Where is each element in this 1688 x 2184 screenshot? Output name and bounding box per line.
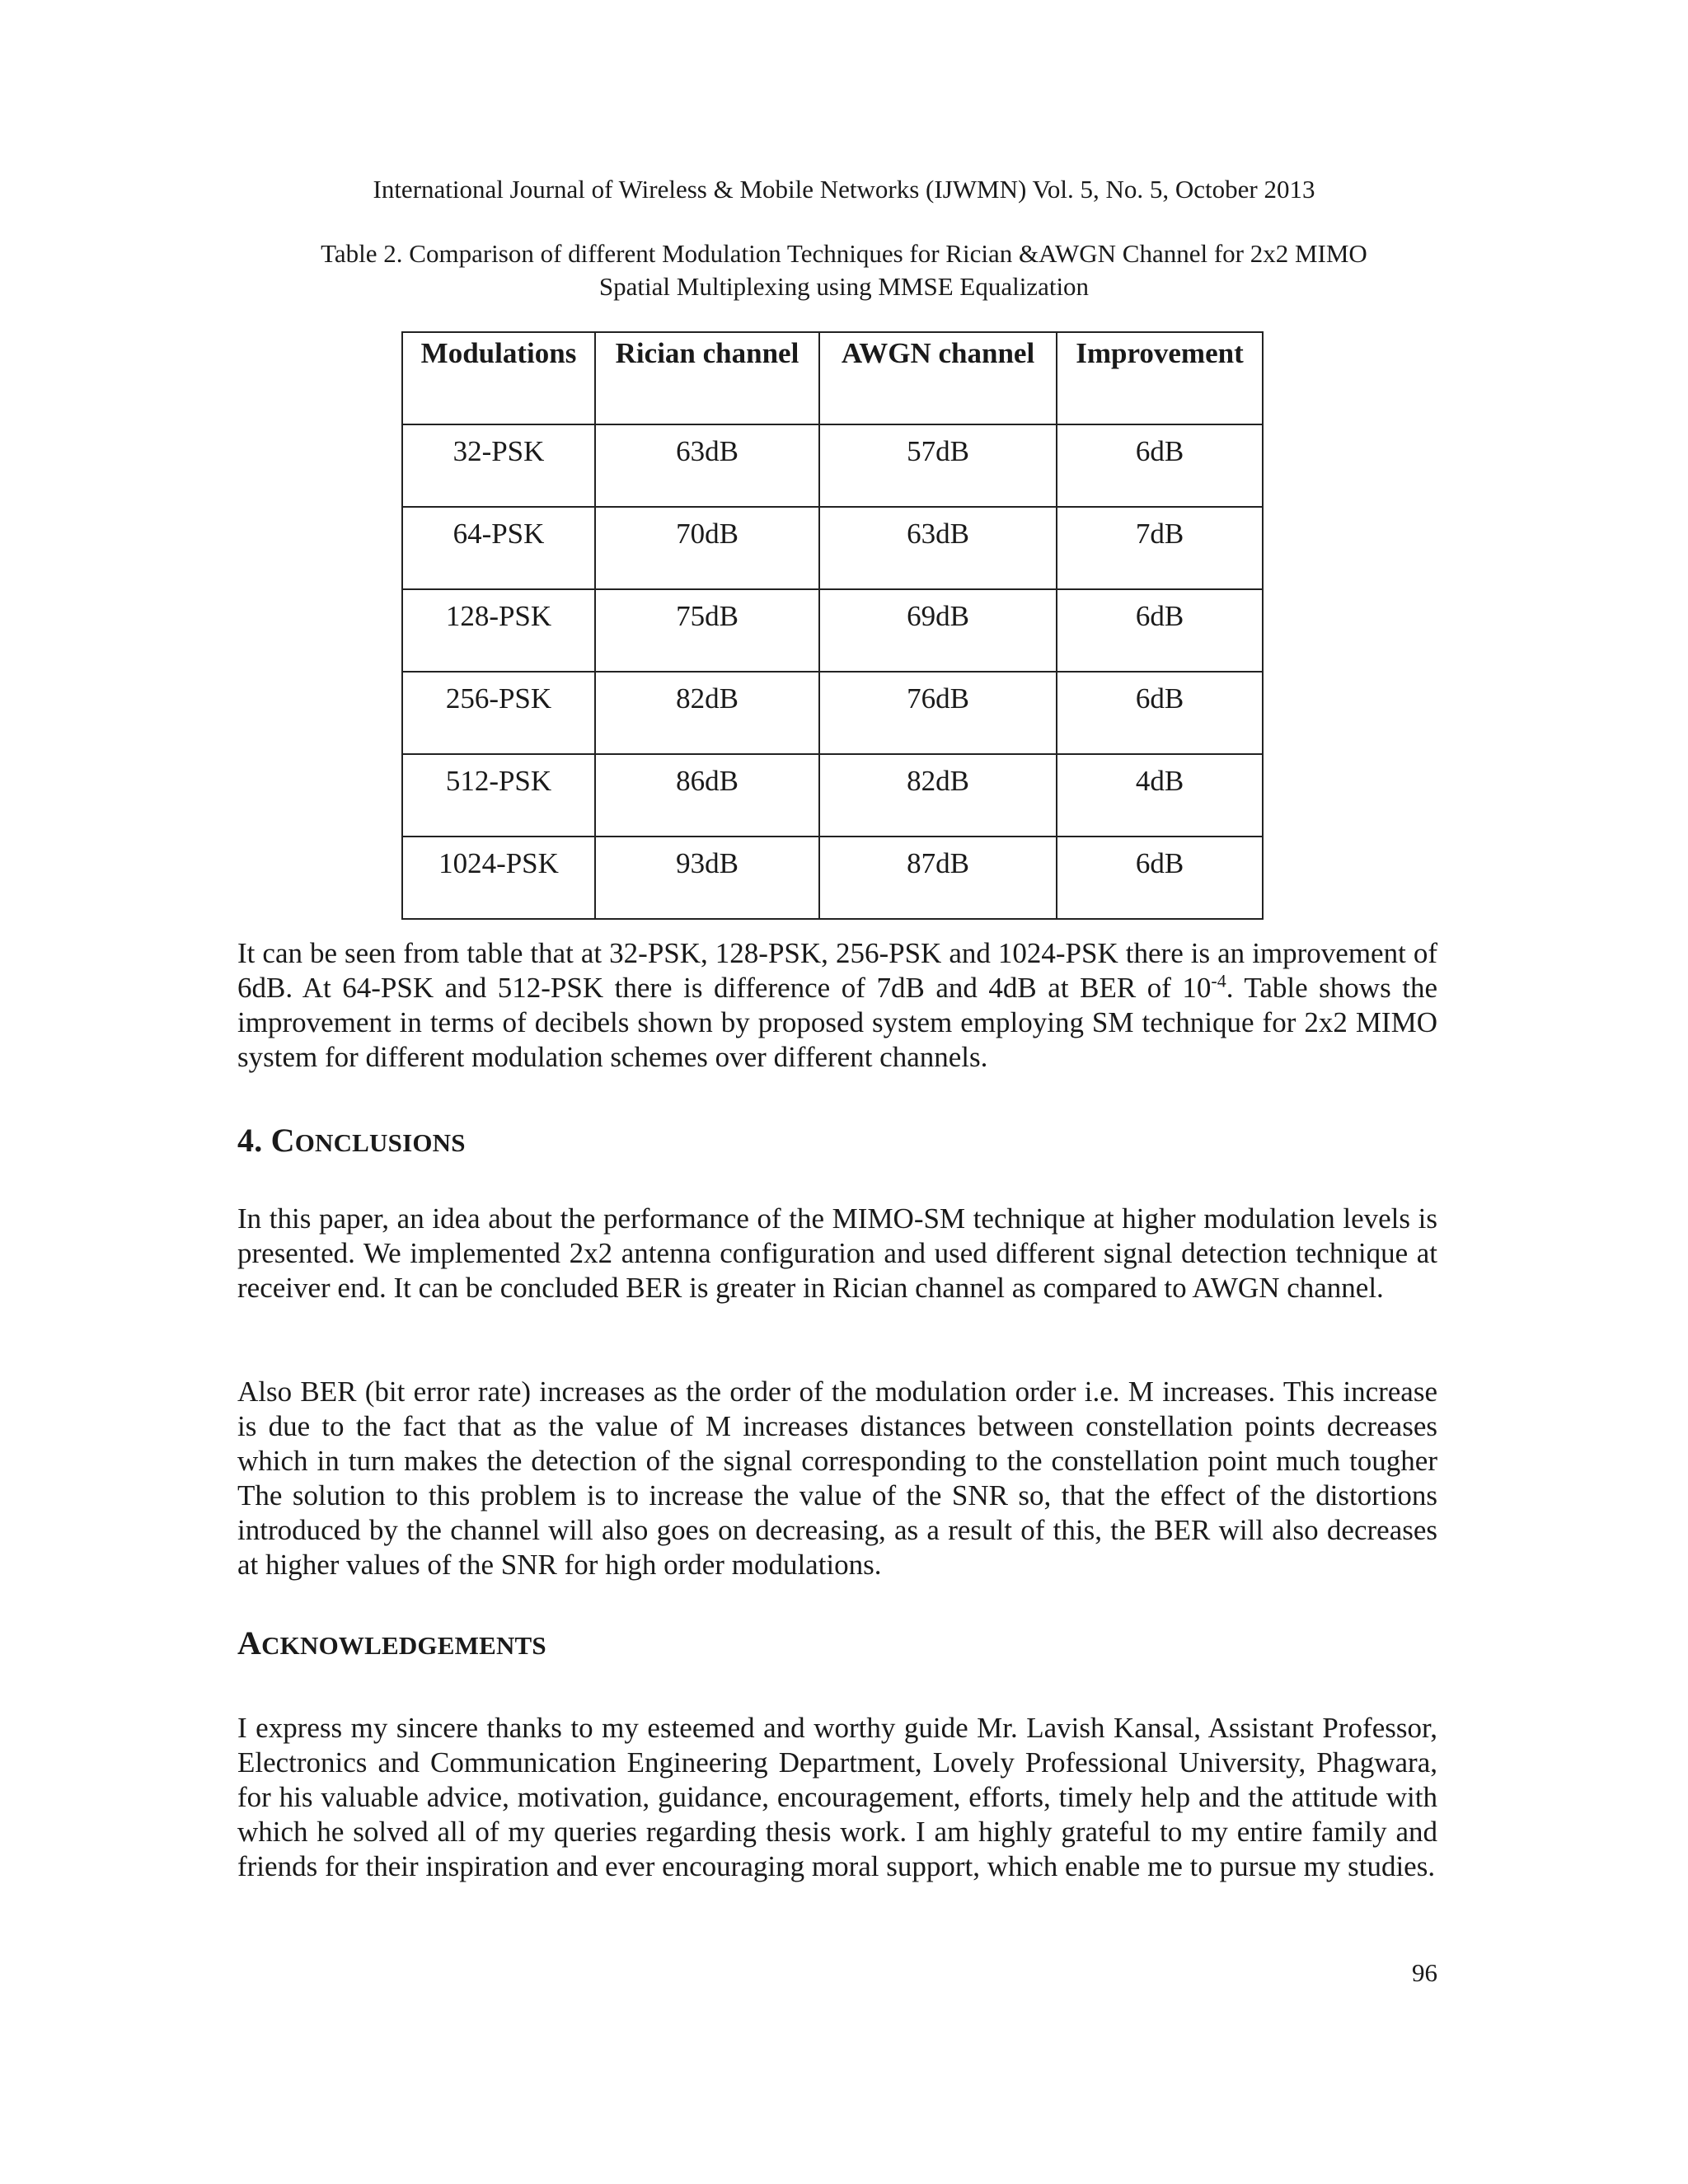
results-paragraph (237, 936, 1437, 1075)
table-row (402, 837, 1263, 919)
table-cell: 70dB (595, 507, 819, 589)
table-cell: 6dB (1057, 672, 1263, 754)
results-text-part1: It can be seen from table that at 32-PSK, 128-PSK, 256-PSK and 1024-PSK there is an improvement of 6dB. At 64-PSK and 512-PSK there is difference of 7dB and 4dB at BER of 10 (237, 937, 1437, 1004)
column-header-improvement: Improvement (1057, 332, 1263, 424)
table-row (402, 589, 1263, 672)
table-row (402, 507, 1263, 589)
conclusions-paragraph-2-text: Also BER (bit error rate) increases as the order of the modulation order i.e. M increases. This increase is due to the fact that as the value of M increases distances between constellation points decreases which in turn makes the detection of the signal corresponding to the constellation point much tougher The solution to this problem is to increase the value of the SNR so, that the effect of the distortions introduced by the channel will also goes on decreasing, as a result of this, the BER will also decreases at higher values of the SNR for high order modulations. (237, 1376, 1437, 1581)
table-cell: 6dB (1057, 837, 1263, 919)
table-caption-line2: Spatial Multiplexing using MMSE Equalization (598, 272, 1090, 301)
table-cell: 4dB (1057, 754, 1263, 837)
table-header-row (402, 332, 1263, 424)
table-cell: 32-PSK (402, 424, 595, 507)
conclusions-paragraph-2 (237, 1375, 1437, 1582)
results-text-part2: . Table shows the improvement in terms of decibels shown by proposed system employing SM technique for 2x2 MIMO system for different modulation schemes over different channels. (237, 972, 1438, 1073)
table-cell: 69dB (819, 589, 1057, 672)
table-cell: 87dB (819, 837, 1057, 919)
acknowledgements-paragraph-text: I express my sincere thanks to my esteemed and worthy guide Mr. Lavish Kansal, Assistant Professor, Electronics and Communication Engineering Department, Lovely Professional University, Phagwara, for his valuable advice, motivation, guidance, encouragement, efforts, timely help and the attitude with which he solved all of my queries regarding thesis work. I am highly grateful to my entire family and friends for their inspiration and ever encouraging moral support, which enable me to pursue my studies. (237, 1712, 1437, 1882)
table-cell: 6dB (1057, 589, 1263, 672)
table-cell: 82dB (819, 754, 1057, 837)
table-cell: 7dB (1057, 507, 1263, 589)
column-header-modulations: Modulations (402, 332, 595, 424)
acknowledgements-paragraph (237, 1711, 1437, 1884)
column-header-rician: Rician channel (595, 332, 819, 424)
page-number: 96 (1412, 1958, 1437, 1987)
table-cell: 93dB (595, 837, 819, 919)
conclusions-paragraph-1-text: In this paper, an idea about the performance of the MIMO-SM technique at higher modulation levels is presented. We implemented 2x2 antenna configuration and used different signal detection technique at receiver end. It can be concluded BER is greater in Rician channel as compared to AWGN channel. (237, 1202, 1437, 1304)
table-row (402, 754, 1263, 837)
table-cell: 1024-PSK (402, 837, 595, 919)
conclusions-heading-rest: ONCLUSIONS (294, 1128, 466, 1157)
table-caption (247, 237, 1441, 303)
acknowledgements-heading-rest: CKNOWLEDGEMENTS (261, 1631, 546, 1660)
table-caption-line1: Table 2. Comparison of different Modulation Techniques for Rician &AWGN Channel for 2x2 MIMO (321, 239, 1367, 268)
table-row (402, 424, 1263, 507)
table-cell: 76dB (819, 672, 1057, 754)
table-cell: 86dB (595, 754, 819, 837)
table-cell: 63dB (595, 424, 819, 507)
table-row (402, 672, 1263, 754)
results-paragraph-text (237, 936, 1437, 1075)
table-cell: 63dB (819, 507, 1057, 589)
conclusions-heading-number: 4. C (237, 1122, 295, 1159)
comparison-table (401, 331, 1264, 920)
table-cell: 512-PSK (402, 754, 595, 837)
table-cell: 75dB (595, 589, 819, 672)
exponent: -4 (1211, 970, 1226, 991)
table-cell: 128-PSK (402, 589, 595, 672)
column-header-awgn: AWGN channel (819, 332, 1057, 424)
conclusions-heading (237, 1121, 466, 1160)
running-header: International Journal of Wireless & Mobile Networks (IJWMN) Vol. 5, No. 5, October 2013 (373, 175, 1315, 204)
acknowledgements-heading-first: A (237, 1624, 262, 1661)
acknowledgements-heading (237, 1624, 546, 1662)
table-cell: 256-PSK (402, 672, 595, 754)
table-cell: 64-PSK (402, 507, 595, 589)
table-cell: 6dB (1057, 424, 1263, 507)
table-cell: 57dB (819, 424, 1057, 507)
conclusions-paragraph-1 (237, 1202, 1437, 1305)
table-cell: 82dB (595, 672, 819, 754)
